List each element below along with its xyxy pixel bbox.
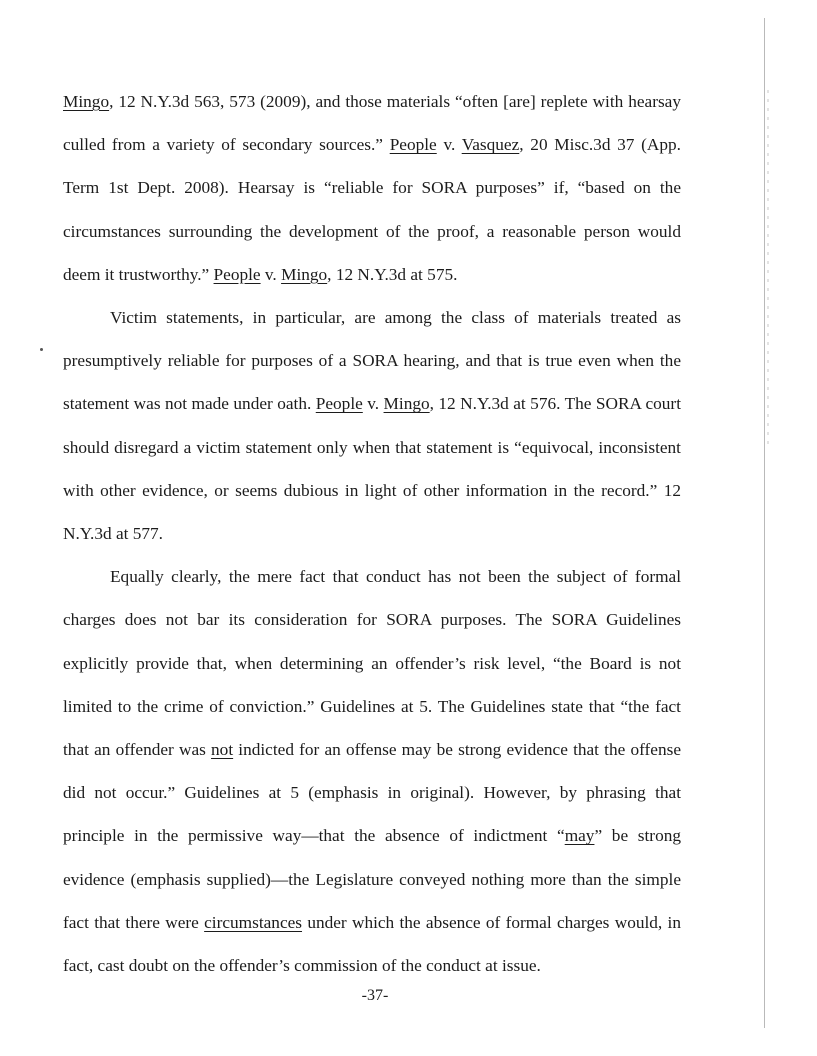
text-run: v. [436,135,462,155]
text-run: , 12 N.Y.3d at 576. The SORA court should disregard a victim statement only when that statement is “equivocal, inconsistent with other evidence, or seems dubious in light of other information in the record.” 12 N.Y.3d at 577. [63,394,681,544]
citation-underlined: circumstances [204,912,303,932]
text-run: ” be strong evidence (emphasis supplied)—the Legislature conveyed nothing more than the simple fact that there were [63,826,681,932]
text-run: Equally clearly, the mere fact that conduct has not been the subject of formal charges does not bar its consideration for SORA purposes. The SORA Guidelines explicitly provide that, when determining an offender’s risk level, “the Board is not limited to the crime of conviction.” Guidelines at 5. The Guidelines state that “the fact that an offender was [63,567,681,760]
citation-underlined: not [211,740,234,760]
text-run: , 20 Misc.3d 37 (App. Term 1st Dept. 2008). Hearsay is “reliable for SORA purposes” if, “based on the circumstances surrounding the development of the proof, a reasonable person would deem it trustworthy.” [63,135,681,284]
citation-underlined: Mingo [63,92,110,111]
scan-edge-artifact [767,90,769,450]
paragraph-formal-charges [63,555,681,987]
text-run: v. [260,264,282,284]
citation-underlined: may [564,826,595,846]
scan-edge-line [764,18,765,1028]
page-number: -37- [361,987,389,1004]
citation-underlined: Mingo [383,394,430,414]
citation-underlined: Vasquez [461,135,520,155]
paragraph-continuation [63,80,681,296]
citation-underlined: People [389,135,437,155]
citation-underlined: People [213,264,261,284]
paragraph-victim-statements [63,296,681,555]
text-run: indicted for an offense may be strong evidence that the offense did not occur.” Guidelines at 5 (emphasis in original). However, by phrasing that principle in the permissive way—that the absence of indictment “ [63,740,681,846]
text-run: v. [362,394,384,414]
citation-underlined: Mingo [281,264,328,284]
text-run: , 12 N.Y.3d 563, 573 (2009), and those materials “often [are] replete with hearsay culled from a variety of secondary sources.” [63,92,681,155]
text-run: under which the absence of formal charges would, in fact, cast doubt on the offender’s commission of the conduct at issue. [63,912,681,976]
citation-underlined: People [315,394,363,414]
document-body [63,80,681,987]
text-run: Victim statements, in particular, are among the class of materials treated as presumptively reliable for purposes of a SORA hearing, and that is true even when the statement was not made under oath. [63,308,681,414]
scan-speck [40,348,43,351]
text-run: , 12 N.Y.3d at 575. [327,264,458,284]
